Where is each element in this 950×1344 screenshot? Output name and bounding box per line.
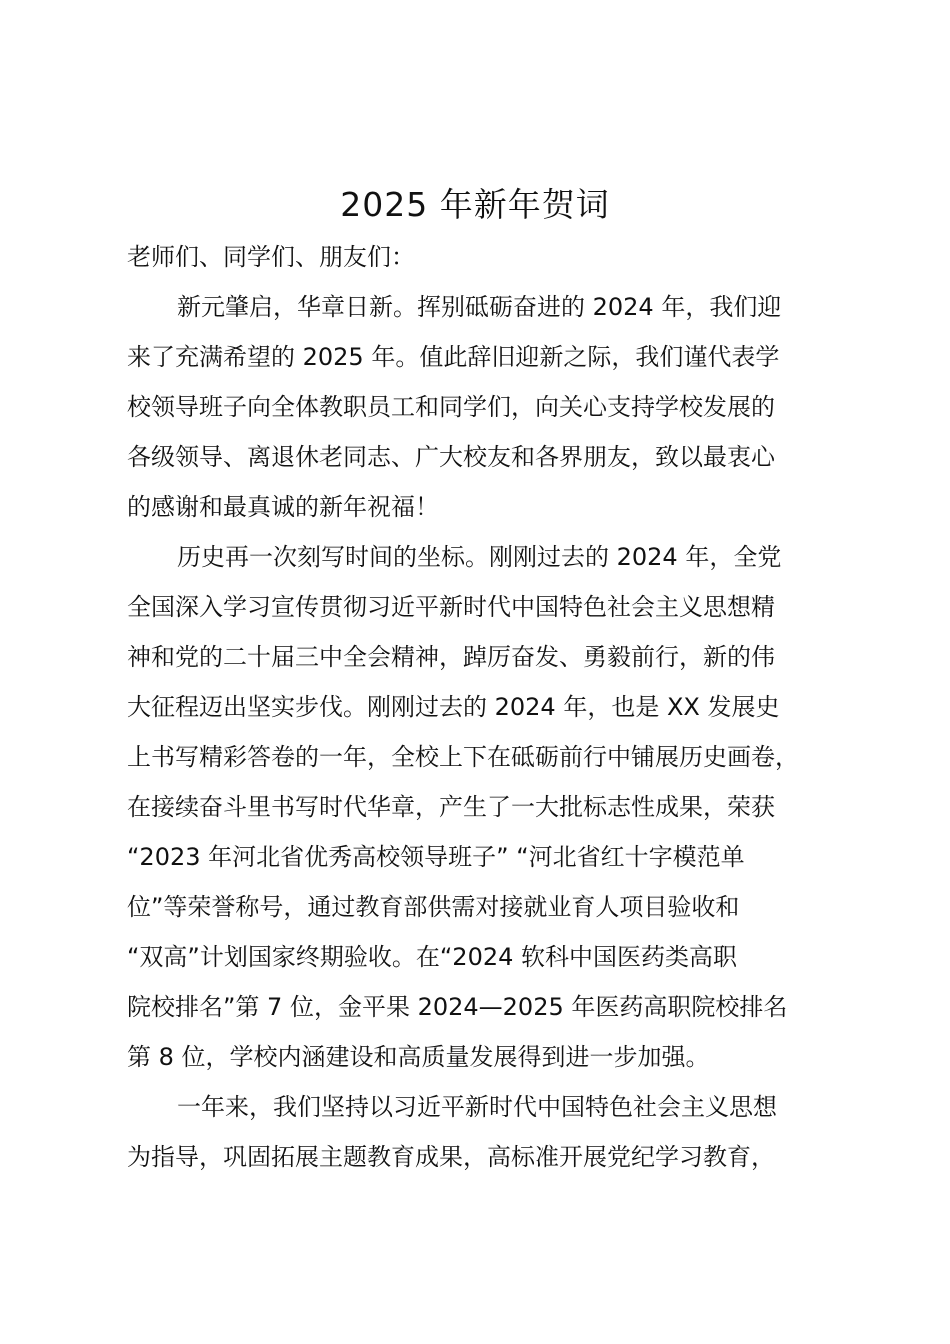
paragraph-3 [127, 1082, 847, 1182]
paragraph-line: 一年来，我们坚持以习近平新时代中国特色社会主义思想 [177, 1093, 777, 1121]
paragraph-line: 历史再一次刻写时间的坐标。刚刚过去的 2024 年，全党 [177, 543, 782, 571]
document-title: 2025 年新年贺词 [340, 185, 610, 224]
document-body [127, 232, 847, 1182]
paragraph-line: 新元肇启，华章日新。挥别砥砺奋进的 2024 年，我们迎 [177, 293, 782, 321]
paragraph-line: 来了充满希望的 2025 年。值此辞旧迎新之际，我们谨代表学 [127, 343, 780, 371]
paragraph-line: “2023 年河北省优秀高校领导班子” “河北省红十字模范单 [127, 843, 745, 871]
paragraph-1 [127, 282, 847, 532]
paragraph-line: 院校排名”第 7 位，金平果 2024—2025 年医药高职院校排名 [127, 993, 788, 1021]
paragraph-line: 大征程迈出坚实步伐。刚刚过去的 2024 年，也是 XX 发展史 [127, 693, 780, 721]
paragraph-line: 的感谢和最真诚的新年祝福！ [127, 493, 439, 521]
paragraph-2 [127, 532, 847, 1082]
paragraph-line: 上书写精彩答卷的一年，全校上下在砥砺前行中铺展历史画卷， [127, 743, 799, 771]
paragraph-line: 为指导，巩固拓展主题教育成果，高标准开展党纪学习教育， [127, 1143, 775, 1171]
paragraph-line: 校领导班子向全体教职员工和同学们，向关心支持学校发展的 [127, 393, 775, 421]
paragraph-line: 第 8 位，学校内涵建设和高质量发展得到进一步加强。 [127, 1043, 710, 1071]
paragraph-line: 神和党的二十届三中全会精神，踔厉奋发、勇毅前行，新的伟 [127, 643, 775, 671]
paragraph-line: 在接续奋斗里书写时代华章，产生了一大批标志性成果，荣获 [127, 793, 775, 821]
salutation: 老师们、同学们、朋友们： [127, 243, 415, 271]
paragraph-line: 位”等荣誉称号，通过教育部供需对接就业育人项目验收和 [127, 893, 740, 921]
paragraph-line: “双高”计划国家终期验收。在“2024 软科中国医药类高职 [127, 943, 738, 971]
paragraph-line: 各级领导、离退休老同志、广大校友和各界朋友，致以最衷心 [127, 443, 775, 471]
paragraph-line: 全国深入学习宣传贯彻习近平新时代中国特色社会主义思想精 [127, 593, 775, 621]
